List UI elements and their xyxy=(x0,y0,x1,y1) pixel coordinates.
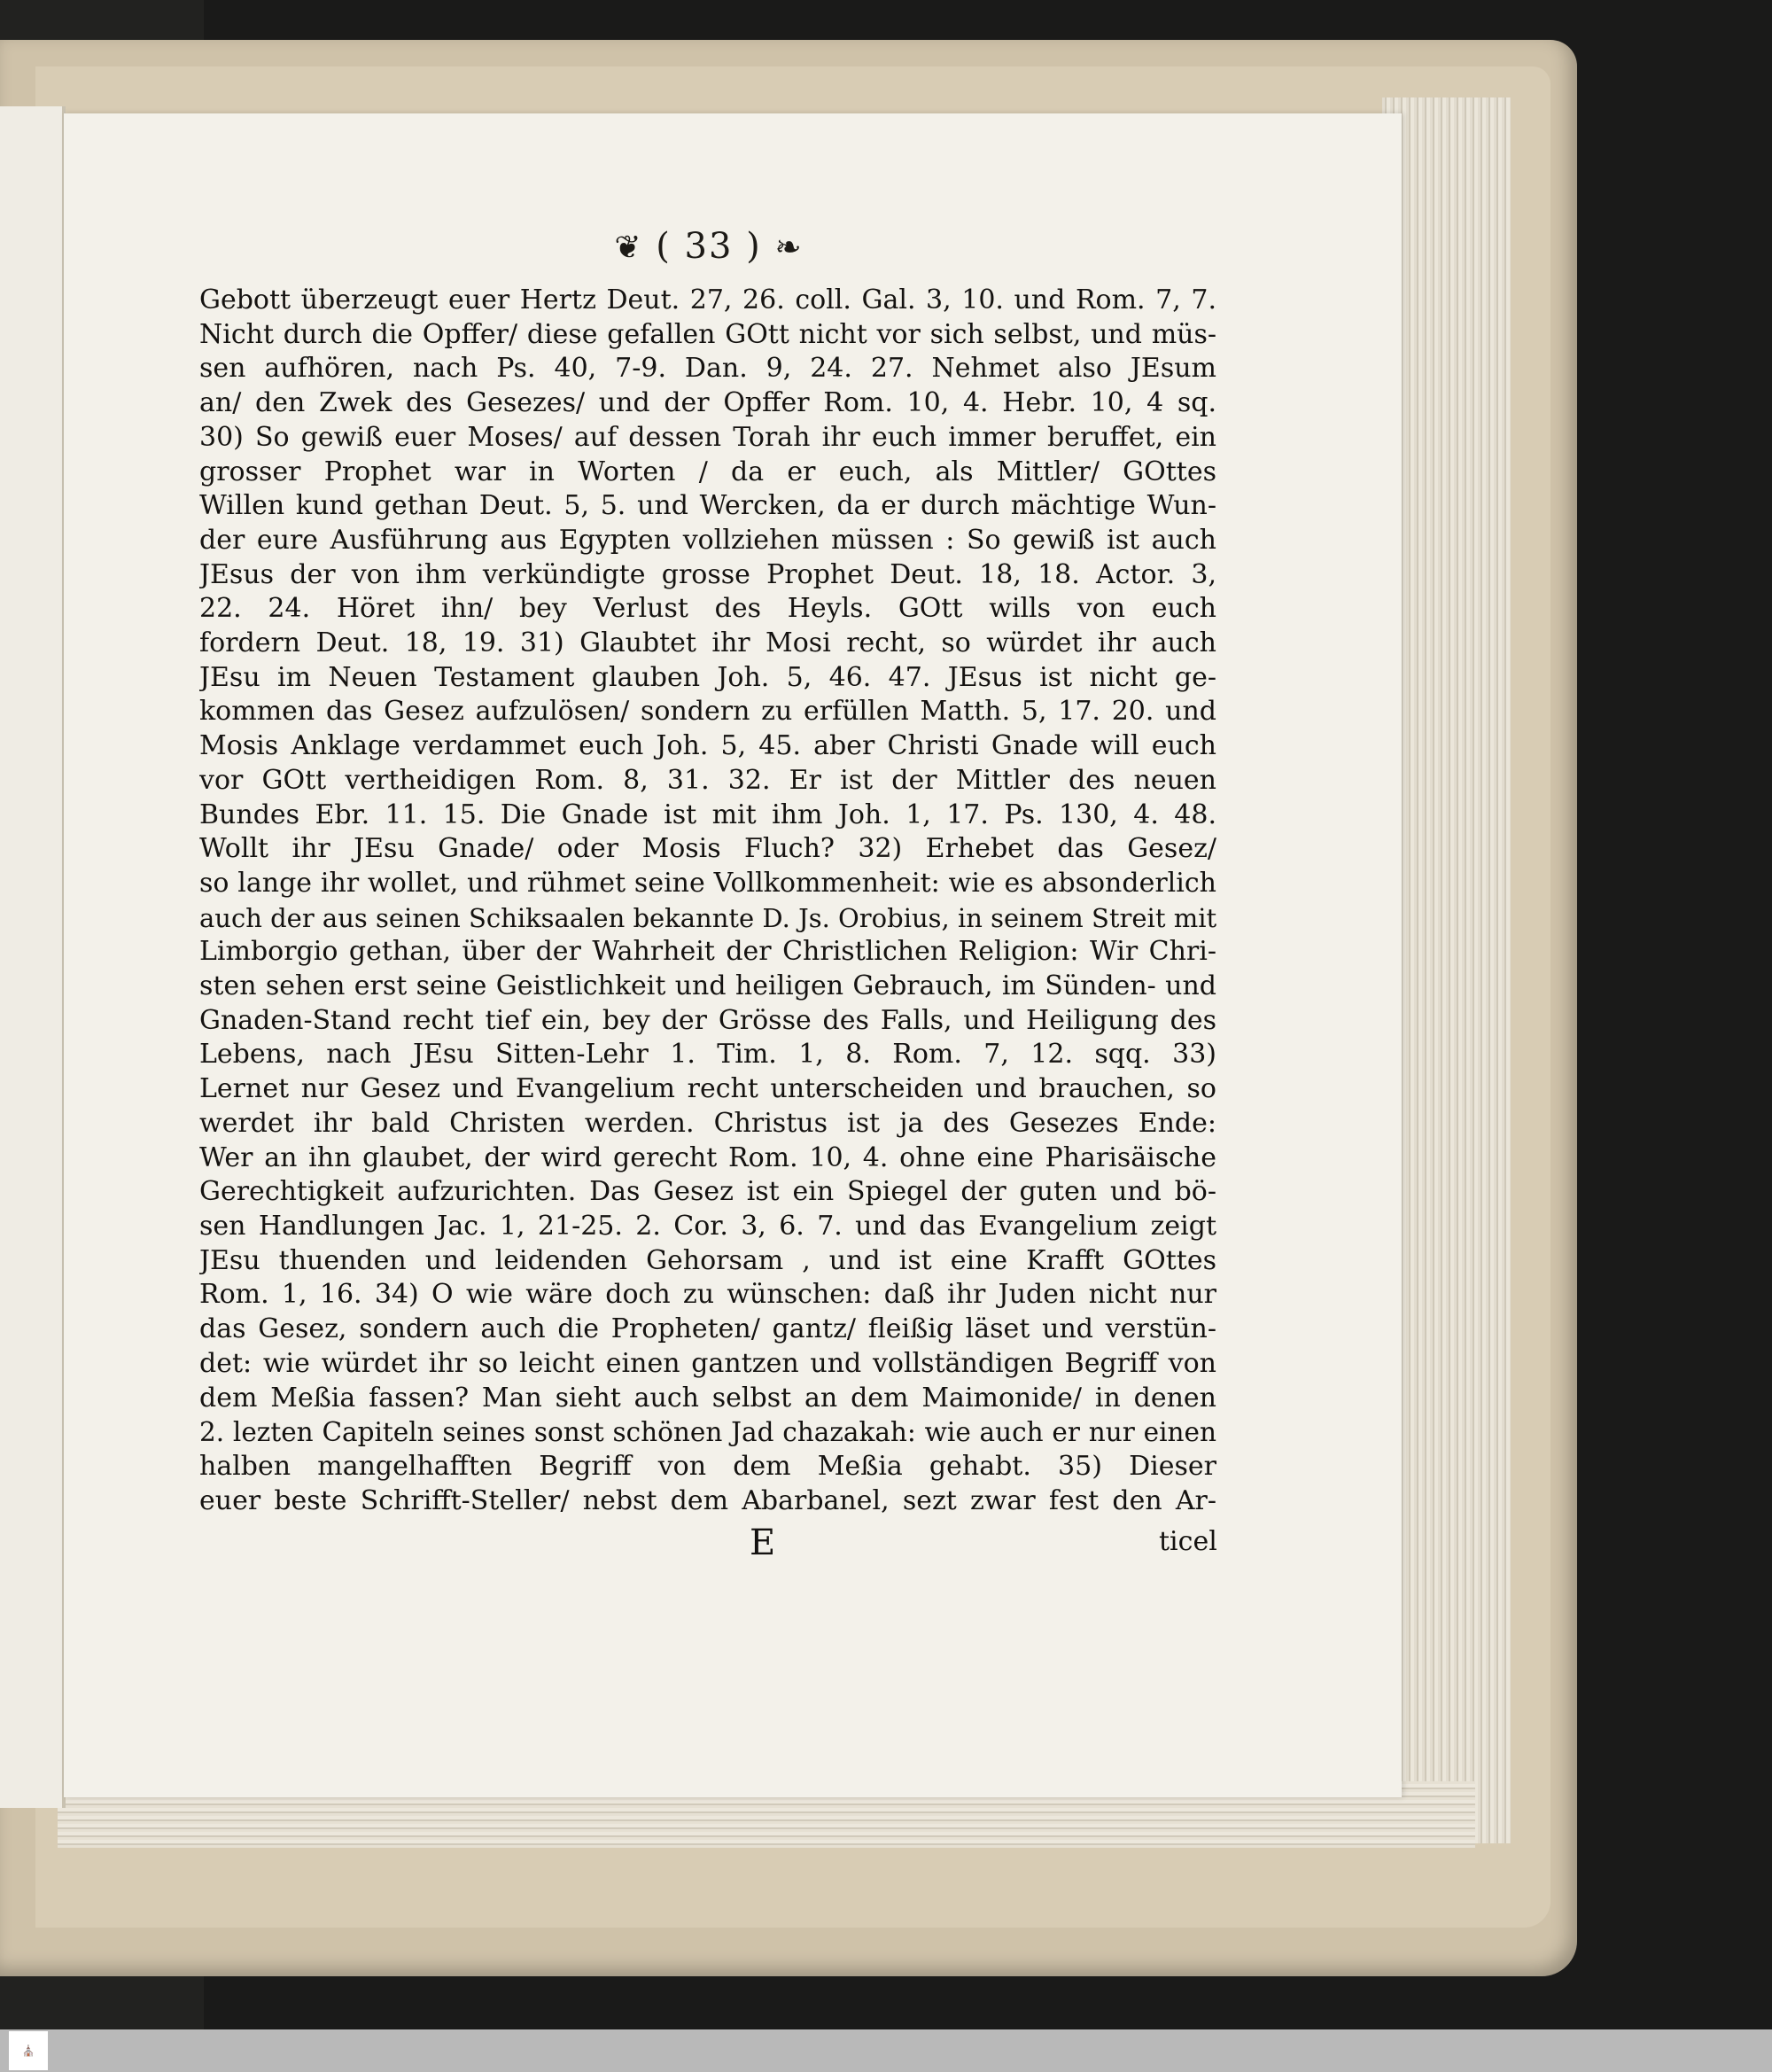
text-line: Lebens, nach JEsu Sitten-Lehr 1. Tim. 1, 8. Rom. 7, 12. sqq. 33) xyxy=(199,1039,1216,1071)
body-text xyxy=(199,284,1216,1518)
logo-mark-icon: ⛪ xyxy=(21,2045,35,2057)
text-line: Wer an ihn glaubet, der wird gerecht Rom. 10, 4. ohne eine Pharisäische xyxy=(199,1141,1216,1173)
text-line: an/ den Zwek des Gesezes/ und der Opffer Rom. 10, 4. Hebr. 10, 4 sq. xyxy=(199,387,1216,419)
text-line: Gerechtigkeit aufzurichten. Das Gesez ist ein Spiegel der guten und bö- xyxy=(199,1176,1216,1208)
text-line: werdet ihr bald Christen werden. Christus ist ja des Gesezes Ende: xyxy=(199,1107,1216,1139)
text-line: Limborgio gethan, über der Wahrheit der Christlichen Religion: Wir Chri- xyxy=(199,936,1216,968)
text-line: Willen kund gethan Deut. 5, 5. und Wercken, da er durch mächtige Wun- xyxy=(199,490,1216,522)
text-line: 30) So gewiß euer Moses/ auf dessen Torah ihr euch immer beruffet, ein xyxy=(199,421,1216,453)
text-line: sen Handlungen Jac. 1, 21-25. 2. Cor. 3, 6. 7. und das Evangelium zeigt xyxy=(199,1210,1216,1242)
text-line: Rom. 1, 16. 34) O wie wäre doch zu wünschen: daß ihr Juden nicht nur xyxy=(199,1279,1216,1311)
text-line: dem Meßia fassen? Man sieht auch selbst an dem Maimonide/ in denen xyxy=(199,1382,1216,1414)
left-page-edge xyxy=(0,106,66,1808)
viewer-footer-bar xyxy=(0,2029,1772,2072)
text-line: der eure Ausführung aus Egypten vollziehen müssen : So gewiß ist auch xyxy=(199,524,1216,556)
text-line: kommen das Gesez aufzulösen/ sondern zu erfüllen Matth. 5, 17. 20. und xyxy=(199,696,1216,728)
text-line: so lange ihr wollet, und rühmet seine Vollkommenheit: wie es absonderlich xyxy=(199,867,1216,899)
text-line: Lernet nur Gesez und Evangelium recht unterscheiden und brauchen, so xyxy=(199,1073,1216,1105)
left-ornament-icon: ❦ xyxy=(614,230,643,266)
text-line: grosser Prophet war in Worten / da er euch, als Mittler/ GOttes xyxy=(199,456,1216,487)
text-line: det: wie würdet ihr so leicht einen gantzen und vollständigen Begriff von xyxy=(199,1347,1216,1379)
text-line: JEsu im Neuen Testament glauben Joh. 5, 46. 47. JEsus ist nicht ge- xyxy=(199,661,1216,693)
text-line: auch der aus seinen Schiksaalen bekannte D. Js. Orobius, in seinem Streit mit xyxy=(199,902,1216,933)
text-line: Bundes Ebr. 11. 15. Die Gnade ist mit ihm Joh. 1, 17. Ps. 130, 4. 48. xyxy=(199,798,1216,830)
text-line: 22. 24. Höret ihn/ bey Verlust des Heyls. GOtt wills von euch xyxy=(199,593,1216,625)
signature-mark: E xyxy=(750,1523,776,1563)
text-line: halben mangelhafften Begriff von dem Meßia gehabt. 35) Dieser xyxy=(199,1450,1216,1482)
text-line: Gnaden-Stand recht tief ein, bey der Grösse des Falls, und Heiligung des xyxy=(199,1004,1216,1036)
text-line: das Gesez, sondern auch die Propheten/ gantz/ fleißig läset und verstün- xyxy=(199,1313,1216,1345)
text-line: JEsu thuenden und leidenden Gehorsam , und ist eine Krafft GOttes xyxy=(199,1244,1216,1276)
library-logo-icon[interactable] xyxy=(9,2031,48,2070)
text-line: euer beste Schrifft-Steller/ nebst dem Abarbanel, sezt zwar fest den Ar- xyxy=(199,1484,1216,1516)
text-line: 2. lezten Capiteln seines sonst schönen Jad chazakah: wie auch er nur einen xyxy=(199,1417,1216,1448)
text-line: sen aufhören, nach Ps. 40, 7-9. Dan. 9, 24. 27. Nehmet also JEsum xyxy=(199,353,1216,385)
text-line: Mosis Anklage verdammet euch Joh. 5, 45. aber Christi Gnade will euch xyxy=(199,730,1216,762)
text-line: fordern Deut. 18, 19. 31) Glaubtet ihr Mosi recht, so würdet ihr auch xyxy=(199,627,1216,659)
text-line: sten sehen erst seine Geistlichkeit und heiligen Gebrauch, im Sünden- und xyxy=(199,970,1216,1002)
text-line: Gebott überzeugt euer Hertz Deut. 27, 26. coll. Gal. 3, 10. und Rom. 7, 7. xyxy=(199,284,1216,315)
catchword: ticel xyxy=(1159,1526,1217,1557)
text-line: JEsus der von ihm verkündigte grosse Prophet Deut. 18, 18. Actor. 3, xyxy=(199,558,1216,590)
right-ornament-icon: ❧ xyxy=(774,230,804,266)
text-line: vor GOtt vertheidigen Rom. 8, 31. 32. Er ist der Mittler des neuen xyxy=(199,764,1216,796)
text-line: Nicht durch die Opffer/ diese gefallen GOtt nicht vor sich selbst, und müs- xyxy=(199,318,1216,350)
text-line: Wollt ihr JEsu Gnade/ oder Mosis Fluch? 32) Erhebet das Gesez/ xyxy=(199,833,1216,865)
page-number: ( 33 ) xyxy=(656,226,762,267)
page-header xyxy=(576,226,842,267)
